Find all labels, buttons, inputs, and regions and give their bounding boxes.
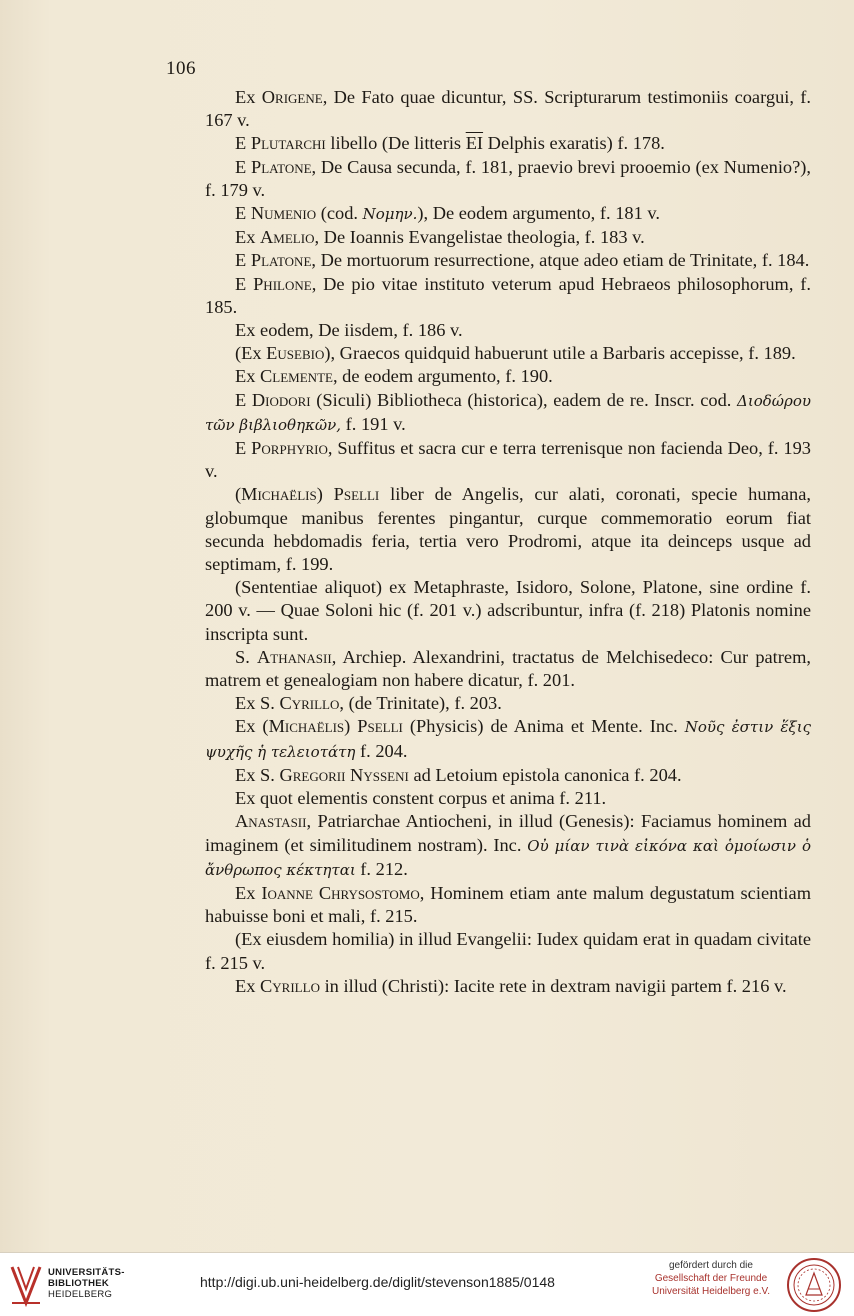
- sponsor-credit: [652, 1259, 770, 1298]
- entry-text: (Ex: [235, 343, 267, 364]
- entry-text: ad Letoium epistola canonica f. 204.: [408, 764, 682, 785]
- author-name: Origene: [261, 87, 323, 107]
- author-name: Porphyrio: [251, 438, 328, 459]
- catalogue-entry: [205, 764, 811, 787]
- entry-text: Ex: [235, 366, 261, 387]
- entry-text: Ex: [235, 227, 261, 248]
- entry-text: E: [235, 250, 251, 271]
- entry-text: (Sententiae aliquot) ex Metaphraste, Isidoro, Solone, Platone, sine ordine f. 200 v. — Quae Soloni hic (f. 201 v.) adscribuntur, infra (f. 218) Platonis nomine inscripta sunt.: [205, 577, 811, 644]
- entry-text: , De mortuorum resurrectione, atque adeo etiam de Trinitate, f. 184.: [311, 250, 810, 271]
- catalogue-entry: [205, 692, 811, 715]
- author-name: Pselli: [333, 484, 380, 505]
- entry-text: Ex quot elementis constent corpus et anima f. 211.: [235, 788, 607, 809]
- catalogue-entry: [205, 319, 811, 342]
- author-name: Plutarchi: [250, 133, 326, 154]
- entry-text: E: [235, 273, 254, 294]
- sponsor-by: gefördert durch die: [669, 1260, 753, 1271]
- entry-text: , De Ioannis Evangelistae theologia, f. 183 v.: [314, 227, 645, 248]
- digitization-footer: [0, 1252, 854, 1316]
- author-name: Michaëlis: [268, 716, 345, 737]
- entry-text: (: [235, 484, 242, 505]
- greek-text: Νοῦς ἐστιν ἕξις ψυχῆς ἡ τελειοτάτη: [205, 718, 811, 761]
- entry-text: Ex: [235, 87, 262, 107]
- catalogue-entry: [205, 249, 811, 272]
- greek-text: Διοδώρου τῶν βιβλιοθηκῶν,: [205, 391, 811, 434]
- catalogue-entry: [205, 365, 811, 388]
- author-name: Diodori: [251, 389, 311, 410]
- author-name: Cyrillo: [260, 975, 320, 996]
- catalogue-entry: [205, 132, 811, 155]
- entry-text: Ex eodem, De iisdem, f. 186 v.: [235, 320, 463, 341]
- entry-text: , De pio vitae instituto veterum apud Hebraeos philosophorum, f. 185.: [205, 273, 811, 317]
- catalogue-entry: [205, 646, 811, 692]
- entry-text: , De Causa secunda, f. 181, praevio brevi prooemio (ex Numenio?), f. 179 v.: [205, 156, 812, 200]
- entry-text: , Hominem etiam ante malum degustatum scientiam habuisse boni et mali, f. 215.: [205, 882, 811, 927]
- entry-text: (cod.: [316, 203, 363, 224]
- manuscript-catalogue-text: [205, 86, 811, 998]
- entry-text: f. 191 v.: [341, 413, 406, 434]
- library-name-line2: BIBLIOTHEK: [48, 1278, 110, 1289]
- overlined-text: $\overline{EI}$: [465, 133, 484, 154]
- author-name: Platone: [251, 156, 312, 177]
- catalogue-entry: [205, 928, 811, 974]
- catalogue-entry: [205, 715, 811, 763]
- entry-text: ), Graecos quidquid habuerunt utile a Barbaris accepisse, f. 189.: [324, 343, 796, 364]
- catalogue-entry: [205, 810, 811, 882]
- entry-text: E: [235, 133, 251, 154]
- entry-text: , De Fato quae dicuntur, SS. Scripturarum testimoniis coargui, f. 167 v.: [205, 87, 812, 131]
- author-name: Athanasii: [257, 646, 332, 667]
- entry-text: libello (De litteris: [325, 133, 466, 154]
- entry-text: liber de Angelis, cur alati, coronati, specie humana, globumque manibus ferentes pingantur, curque commemoratio eorum fiat secunda hebdomadis feria, tertia vero Prodromi, atque ita deinceps usque ad septimam, f. 199.: [205, 484, 811, 575]
- author-name: Gregorii Nysseni: [279, 764, 409, 785]
- entry-text: (Physicis) de Anima et Mente. Inc.: [402, 716, 685, 737]
- entry-text: E: [235, 203, 251, 224]
- entry-text: Ex: [235, 882, 262, 903]
- greek-text: Οὐ μίαν τινὰ εἰκόνα καὶ ὁμοίωσιν ὁ ἄνθρωπος κέκτηται: [205, 836, 812, 879]
- author-name: Anastasii: [235, 811, 307, 832]
- entry-text: , Patriarchae Antiocheni, in illud (Genesis): Faciamus hominem ad imaginem (et similitudinem nostram). Inc.: [205, 811, 811, 855]
- catalogue-entry: [205, 576, 811, 646]
- entry-text: E: [235, 438, 252, 459]
- entry-text: (Siculi) Bibliotheca (historica), eadem de re. Inscr. cod.: [310, 389, 738, 410]
- catalogue-entry: [205, 226, 811, 249]
- entry-text: f. 212.: [355, 858, 408, 879]
- catalogue-entry: [205, 202, 811, 226]
- sponsor-university: Universität Heidelberg e.V.: [651, 1286, 770, 1297]
- entry-text: , (de Trinitate), f. 203.: [339, 693, 502, 714]
- catalogue-entry: [205, 86, 811, 132]
- entry-text: Ex S.: [235, 764, 280, 785]
- entry-text: Ex S.: [235, 693, 280, 714]
- author-name: Michaëlis: [241, 484, 317, 505]
- catalogue-entry: [205, 389, 811, 437]
- catalogue-entry: [205, 342, 811, 365]
- permalink-url[interactable]: http://digi.ub.uni-heidelberg.de/diglit/stevenson1885/0148: [200, 1274, 555, 1290]
- author-name: Pselli: [357, 716, 403, 737]
- university-seal-icon: [786, 1257, 842, 1313]
- library-name-line1: UNIVERSITÄTS-: [48, 1267, 125, 1278]
- catalogue-entry: [205, 156, 811, 202]
- catalogue-entry: [205, 787, 811, 810]
- page-number: 106: [166, 58, 196, 79]
- entry-text: Delphis exaratis) f. 178.: [483, 133, 665, 154]
- sponsor-society: Gesellschaft der Freunde: [654, 1273, 768, 1284]
- author-name: Ioanne Chrysostomo: [261, 882, 420, 903]
- entry-text: ): [344, 716, 358, 737]
- author-name: Platone: [250, 250, 312, 271]
- catalogue-entry: [205, 975, 811, 998]
- entry-text: (Ex eiusdem homilia) in illud Evangelii: Iudex quidam erat in quadam civitate f. 215 v.: [205, 929, 811, 973]
- author-name: Amelio: [260, 227, 315, 248]
- entry-text: , Suffitus et sacra cur e terra terrenisque non facienda Deo, f. 193 v.: [205, 438, 811, 482]
- author-name: Eusebio: [266, 343, 325, 364]
- greek-text: Νομην.: [362, 205, 418, 224]
- entry-text: ): [316, 484, 334, 505]
- entry-text: f. 204.: [355, 740, 408, 761]
- library-logo-icon: [8, 1263, 44, 1307]
- entry-text: Ex: [235, 975, 261, 996]
- entry-text: ), De eodem argumento, f. 181 v.: [417, 203, 660, 224]
- library-name: [48, 1267, 125, 1300]
- entry-text: S.: [235, 646, 258, 667]
- library-name-line3: HEIDELBERG: [48, 1289, 113, 1300]
- author-name: Clemente: [260, 366, 333, 387]
- entry-text: E: [235, 389, 252, 410]
- entry-text: , Archiep. Alexandrini, tractatus de Melchisedeco: Cur patrem, matrem et genealogiam non habere dicatur, f. 201.: [205, 646, 811, 691]
- entry-text: Ex (: [235, 716, 269, 737]
- catalogue-entry: [205, 437, 811, 483]
- catalogue-entry: [205, 483, 811, 576]
- author-name: Numenio: [250, 203, 317, 224]
- author-name: Cyrillo: [279, 693, 340, 714]
- entry-text: , de eodem argumento, f. 190.: [332, 366, 553, 387]
- author-name: Philone: [253, 273, 312, 294]
- catalogue-entry: [205, 273, 811, 319]
- catalogue-entry: [205, 882, 811, 928]
- entry-text: in illud (Christi): Iacite rete in dextram navigii partem f. 216 v.: [319, 975, 787, 996]
- entry-text: E: [235, 156, 251, 177]
